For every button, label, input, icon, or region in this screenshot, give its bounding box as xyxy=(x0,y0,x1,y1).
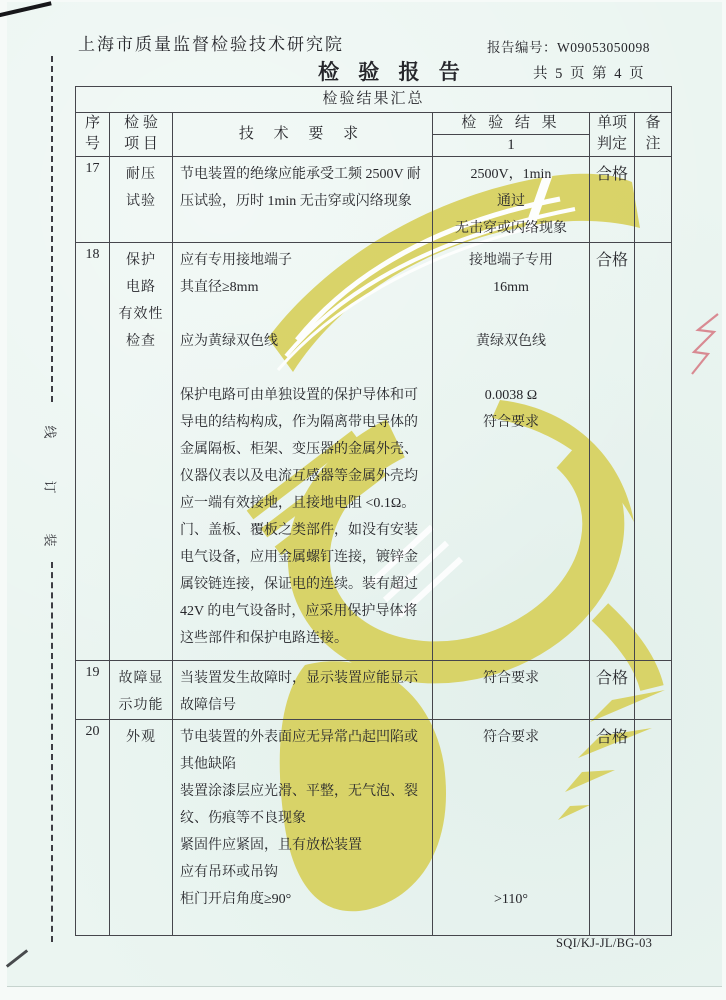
row17-no: 17 xyxy=(76,157,110,243)
text-line: 紧固件应紧固，且有放松装置 xyxy=(180,838,362,853)
text-line: 备 xyxy=(645,115,661,131)
text-line: 节电装置的外表面应无异常凸起凹陷或 xyxy=(180,730,418,745)
text-line xyxy=(433,805,589,832)
text-line xyxy=(180,355,430,382)
text-line: 符合要求 xyxy=(483,415,539,430)
text-line: 保护电路可由单独设置的保护导体和可 xyxy=(180,388,418,403)
text-line: 金属隔板、柜架、变压器的金属外壳、 xyxy=(180,442,418,457)
text-line xyxy=(433,832,589,859)
text-line: 耐压 xyxy=(126,167,156,182)
row18-item xyxy=(110,243,173,661)
row17-remark xyxy=(635,157,672,243)
text-line: 无击穿或闪络现象 xyxy=(455,221,567,236)
text-line: 应有吊环或吊钩 xyxy=(180,865,278,880)
row18-no: 18 xyxy=(76,243,110,661)
row20-requirement xyxy=(173,720,433,936)
text-line: 序 xyxy=(84,115,100,131)
row18-requirement xyxy=(173,243,433,661)
text-line: 项 目 xyxy=(124,136,158,152)
table-title: 检验结果汇总 xyxy=(76,87,672,113)
text-line: 判定 xyxy=(596,136,627,152)
text-line xyxy=(433,859,589,886)
text-line: 电气设备，应用金属螺钉连接，镀锌金 xyxy=(180,550,418,565)
row18-remark xyxy=(635,243,672,661)
text-line: 16mm xyxy=(493,280,529,295)
text-line: 2500V，1min xyxy=(470,167,552,182)
text-line: 保护 xyxy=(126,253,156,268)
row20-result xyxy=(433,720,590,936)
text-line: 检查 xyxy=(126,334,156,349)
row19-requirement xyxy=(173,661,433,720)
text-line: 黄绿双色线 xyxy=(476,334,546,349)
row18-result xyxy=(433,243,590,661)
text-line: 仪器仪表以及电流互感器等金属外壳均 xyxy=(180,469,418,484)
header-remark xyxy=(635,113,672,157)
row17-result xyxy=(433,157,590,243)
binding-char: 装 xyxy=(42,533,58,547)
text-line: 柜门开启角度≥90° xyxy=(180,892,292,907)
text-line: 接地端子专用 xyxy=(469,253,553,268)
row17-item xyxy=(110,157,173,243)
row19-no: 19 xyxy=(76,661,110,720)
text-line: 节电装置的绝缘应能承受工频 2500V 耐 xyxy=(180,167,421,182)
text-line: 电路 xyxy=(126,280,156,295)
text-line: 符合要求 xyxy=(483,730,539,745)
text-line: >110° xyxy=(494,892,528,907)
report-number: 报告编号：W09053050098 xyxy=(487,40,650,55)
text-line: 其他缺陷 xyxy=(180,757,236,772)
row18-verdict: 合格 xyxy=(590,243,635,661)
text-line: 检 验 xyxy=(124,115,158,131)
table-row xyxy=(76,661,672,720)
text-line: 装置涂漆层应光滑、平整，无气泡、裂 xyxy=(180,784,418,799)
text-line: 应一端有效接地，且接地电阻 <0.1Ω。 xyxy=(180,496,416,511)
text-line: 当装置发生故障时，显示装置应能显示 xyxy=(180,671,418,686)
text-line: 其直径≥8mm xyxy=(180,280,259,295)
row20-remark xyxy=(635,720,672,936)
row20-verdict: 合格 xyxy=(590,720,635,936)
text-line: 试验 xyxy=(126,194,156,209)
document-title: 检 验 报 告 xyxy=(318,60,467,84)
form-code: SQI/KJ-JL/BG-03 xyxy=(556,936,653,950)
page-count: 共 5 页 第 4 页 xyxy=(533,66,646,82)
text-line: 示功能 xyxy=(118,698,164,713)
row19-result xyxy=(433,661,590,720)
text-line: 导电的结构构成，作为隔离带电导体的 xyxy=(180,415,418,430)
text-line: 故障显 xyxy=(118,671,164,686)
text-line: 压试验，历时 1min 无击穿或闪络现象 xyxy=(180,194,412,209)
header-technical-requirement: 技 术 要 求 xyxy=(173,113,433,157)
text-line xyxy=(433,355,589,382)
text-line: 门、盖板、覆板之类部件，如没有安装 xyxy=(180,523,418,538)
text-line: 有效性 xyxy=(118,307,164,322)
text-line: 属铰链连接，保证电的连续。装有超过 xyxy=(180,577,418,592)
institute-name: 上海市质量监督检验技术研究院 xyxy=(78,35,344,54)
row20-no: 20 xyxy=(76,720,110,936)
text-line: 这些部件和保护电路连接。 xyxy=(180,631,348,646)
header-inspection-result xyxy=(433,113,590,157)
row17-verdict: 合格 xyxy=(590,157,635,243)
header-inspection-item xyxy=(110,113,173,157)
text-line xyxy=(180,301,430,328)
text-line: 纹、伤痕等不良现象 xyxy=(180,811,306,826)
text-line: 故障信号 xyxy=(180,698,236,713)
binding-dashed-line-top xyxy=(51,56,53,402)
inspection-results-table xyxy=(75,86,672,936)
text-line xyxy=(433,778,589,805)
text-line: 通过 xyxy=(497,194,525,209)
red-stamp-fragment xyxy=(686,312,720,382)
row20-item xyxy=(110,720,173,936)
text-line: 42V 的电气设备时，应采用保护导体将 xyxy=(180,604,418,619)
row19-item xyxy=(110,661,173,720)
header-seq-no xyxy=(76,113,110,157)
binding-char: 订 xyxy=(42,480,58,494)
text-line: 注 xyxy=(645,136,661,152)
text-line: 应有专用接地端子 xyxy=(180,253,292,268)
text-line: 符合要求 xyxy=(483,671,539,686)
text-line: 0.0038 Ω xyxy=(484,388,538,403)
table-row xyxy=(76,243,672,661)
text-line: 单项 xyxy=(596,115,627,131)
row19-verdict: 合格 xyxy=(590,661,635,720)
row17-requirement xyxy=(173,157,433,243)
text-line xyxy=(433,301,589,328)
table-row xyxy=(76,720,672,936)
header-result-sample-no: 1 xyxy=(507,137,515,153)
binding-dashed-line-bottom xyxy=(51,562,53,942)
text-line: 号 xyxy=(84,136,100,152)
row19-remark xyxy=(635,661,672,720)
header-item-verdict xyxy=(590,113,635,157)
table-row xyxy=(76,157,672,243)
header-result-label: 检 验 结 果 xyxy=(433,113,589,135)
text-line xyxy=(433,751,589,778)
text-line: 外观 xyxy=(126,730,156,745)
text-line: 应为黄绿双色线 xyxy=(180,334,278,349)
binding-char: 线 xyxy=(42,425,58,439)
